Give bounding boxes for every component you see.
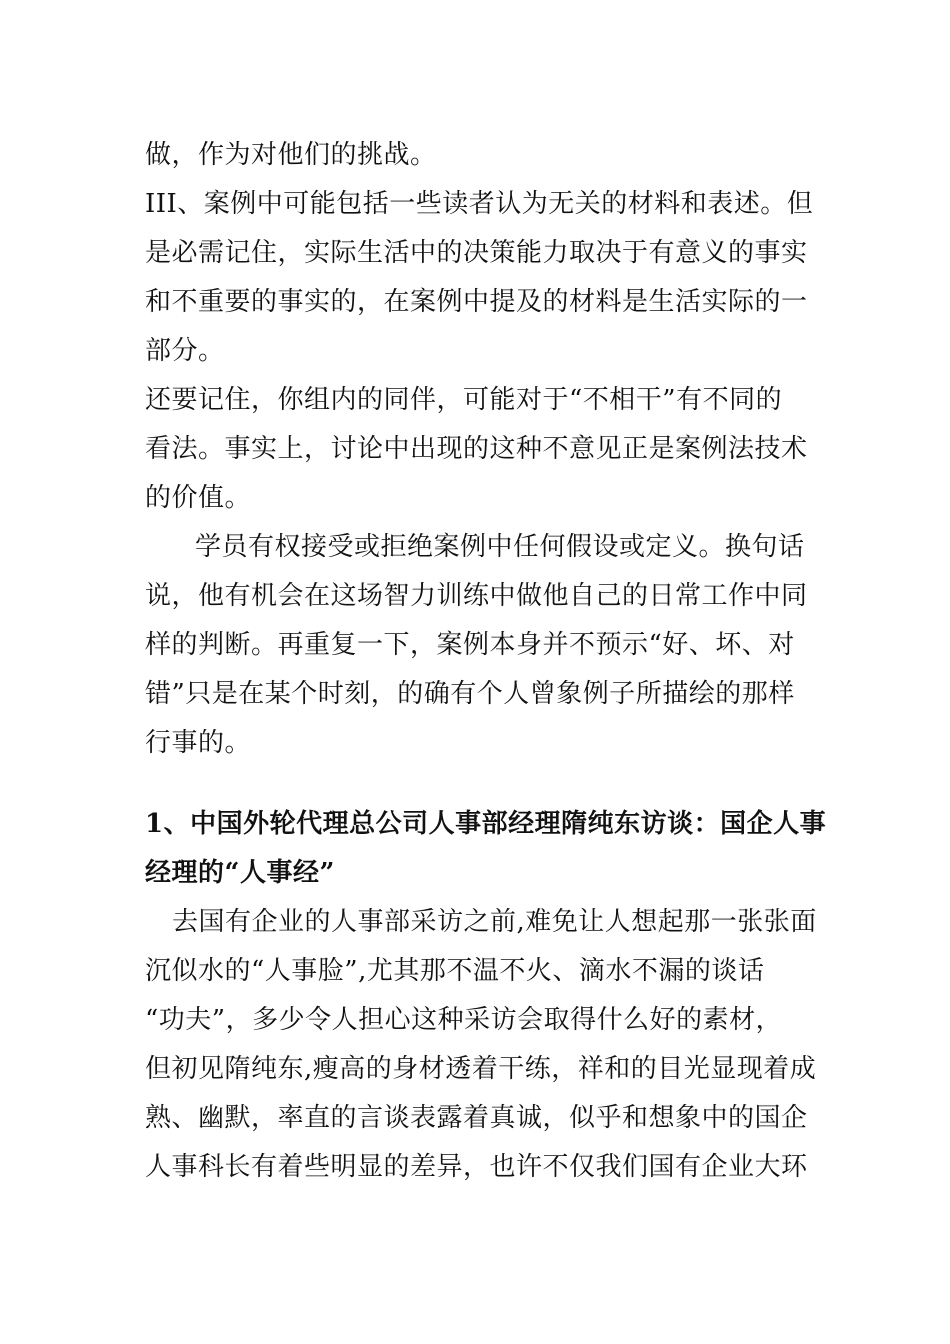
text-line: 但初见隋纯东,瘦高的身材透着干练，祥和的目光显现着成 bbox=[145, 1054, 817, 1084]
text-line: “功夫”，多少令人担心这种采访会取得什么好的素材， bbox=[145, 1005, 783, 1035]
section-heading: 1、中国外轮代理总公司人事部经理隋纯东访谈：国企人事 bbox=[145, 809, 827, 839]
text-line: 样的判断。再重复一下，案例本身并不预示“好、坏、对 bbox=[145, 630, 795, 660]
text-line: 还要记住，你组内的同伴，可能对于“不相干”有不同的 bbox=[145, 385, 783, 415]
text-line: 和不重要的事实的，在案例中提及的材料是生活实际的一 bbox=[145, 287, 808, 317]
text-line: III、案例中可能包括一些读者认为无关的材料和表述。但 bbox=[145, 189, 814, 219]
text-line: 的价值。 bbox=[145, 483, 252, 513]
text-line: 看法。事实上，讨论中出现的这种不意见正是案例法技术 bbox=[145, 434, 808, 464]
text-line: 是必需记住，实际生活中的决策能力取决于有意义的事实 bbox=[145, 238, 808, 268]
section-heading: 经理的“人事经” bbox=[145, 858, 335, 888]
text-line: 说，他有机会在这场智力训练中做他自己的日常工作中同 bbox=[145, 581, 808, 611]
text-line: 学员有权接受或拒绝案例中任何假设或定义。换句话 bbox=[195, 532, 805, 562]
text-line: 熟、幽默，率直的言谈表露着真诚，似乎和想象中的国企 bbox=[145, 1103, 808, 1133]
text-line: 沉似水的“人事脸”,尤其那不温不火、滴水不漏的谈话 bbox=[145, 956, 765, 986]
text-line: 做，作为对他们的挑战。 bbox=[145, 140, 437, 170]
text-line: 去国有企业的人事部采访之前,难免让人想起那一张张面 bbox=[172, 907, 817, 937]
text-line: 人事科长有着些明显的差异，也许不仅我们国有企业大环 bbox=[145, 1152, 808, 1182]
text-line: 部分。 bbox=[145, 336, 225, 366]
text-line: 行事的。 bbox=[145, 728, 252, 758]
text-line: 错”只是在某个时刻，的确有个人曾象例子所描绘的那样 bbox=[145, 679, 795, 709]
